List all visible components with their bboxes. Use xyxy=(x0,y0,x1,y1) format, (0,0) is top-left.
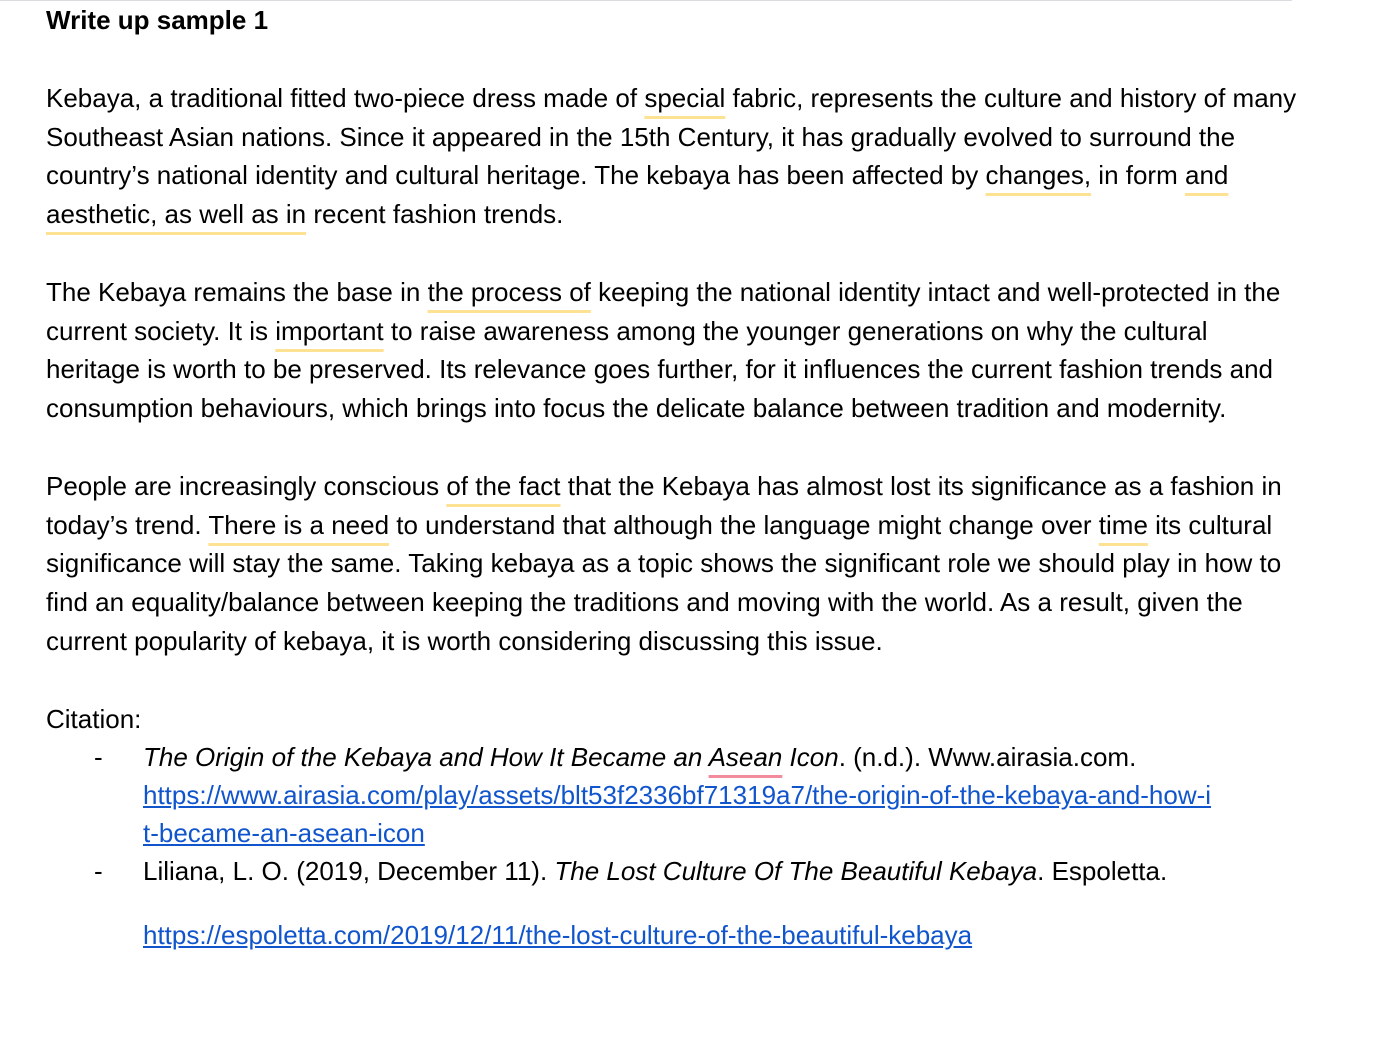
grammar-suggestion[interactable]: There is a need xyxy=(208,509,390,540)
paragraph-1 xyxy=(46,79,1306,234)
grammar-suggestion[interactable]: important xyxy=(275,315,384,346)
citation-item xyxy=(46,738,1306,852)
text-span: The Kebaya remains the base in xyxy=(46,276,428,307)
text-span: to understand that although the language might change over xyxy=(389,509,1099,540)
text-span: Icon xyxy=(782,742,839,773)
citation-title: The Lost Culture Of The Beautiful Kebaya xyxy=(554,856,1038,887)
blank-line xyxy=(46,661,1306,700)
citation-source: . Espoletta. xyxy=(1037,856,1168,887)
document-body xyxy=(46,0,1306,954)
blank-line xyxy=(46,40,1306,79)
citation-list xyxy=(46,738,1306,954)
citation-title xyxy=(143,742,839,772)
citation-item xyxy=(46,852,1306,954)
blank-line xyxy=(143,890,1306,916)
grammar-suggestion[interactable]: the process of xyxy=(427,276,591,307)
citation-link-airasia[interactable] xyxy=(143,780,1211,848)
text-span: its cultural significance will stay the same. Taking kebaya as a topic shows the significant role we should play in how to find an equality/balance between keeping the traditions and moving with the world. As a result, given the current popularity of kebaya, it is worth considering discussing this issue. xyxy=(46,509,1282,656)
text-span: People are increasingly conscious xyxy=(46,470,447,501)
grammar-suggestion[interactable]: and aesthetic, as well as in xyxy=(46,160,1229,230)
blank-line xyxy=(46,234,1306,273)
text-span: that the Kebaya has almost lost its significance as a fashion in today’s trend. xyxy=(46,470,1282,540)
citation-author: Liliana, L. O. (2019, December 11). xyxy=(143,856,555,887)
list-dash: - xyxy=(94,742,103,773)
document-title: Write up sample 1 xyxy=(46,5,269,35)
blank-line xyxy=(46,428,1306,467)
text-span: Kebaya, a traditional fitted two-piece dress made of xyxy=(46,82,645,113)
grammar-suggestion[interactable]: of the fact xyxy=(446,470,561,501)
grammar-suggestion[interactable]: changes, xyxy=(985,160,1092,191)
citation-link-espoletta[interactable]: https://espoletta.com/2019/12/11/the-lost-culture-of-the-beautiful-kebaya xyxy=(143,920,973,951)
paragraph-3 xyxy=(46,467,1306,661)
text-span: recent fashion trends. xyxy=(306,199,564,230)
text-span: in form xyxy=(1091,160,1185,191)
text-span: to raise awareness among the younger generations on why the cultural heritage is worth to be preserved. Its relevance goes further, for it influences the current fashion trends and consumption behaviours, which brings into focus the delicate balance between tradition and modernity. xyxy=(46,315,1274,424)
link-text: t-became-an-asean-icon xyxy=(143,818,425,849)
spelling-suggestion[interactable]: Asean xyxy=(708,742,783,773)
text-span: fabric, represents the culture and history of many Southeast Asian nations. Since it appeared in the 15th Century, it has gradually evolved to surround the country’s national identity and cultural heritage. The kebaya has been affected by xyxy=(46,82,1297,191)
grammar-suggestion[interactable]: time xyxy=(1098,509,1148,540)
paragraph-2 xyxy=(46,273,1306,428)
link-text: https://www.airasia.com/play/assets/blt53f2336bf71319a7/the-origin-of-the-kebaya-and-how-i xyxy=(143,780,1212,811)
text-span: keeping the national identity intact and well-protected in the current society. It is xyxy=(46,276,1281,346)
citation-label: Citation: xyxy=(46,703,142,734)
text-span: The Origin of the Kebaya and How It Became an xyxy=(143,742,709,773)
citation-source: . (n.d.). Www.airasia.com. xyxy=(838,742,1137,773)
grammar-suggestion[interactable]: special xyxy=(644,82,726,113)
list-dash: - xyxy=(94,856,103,887)
